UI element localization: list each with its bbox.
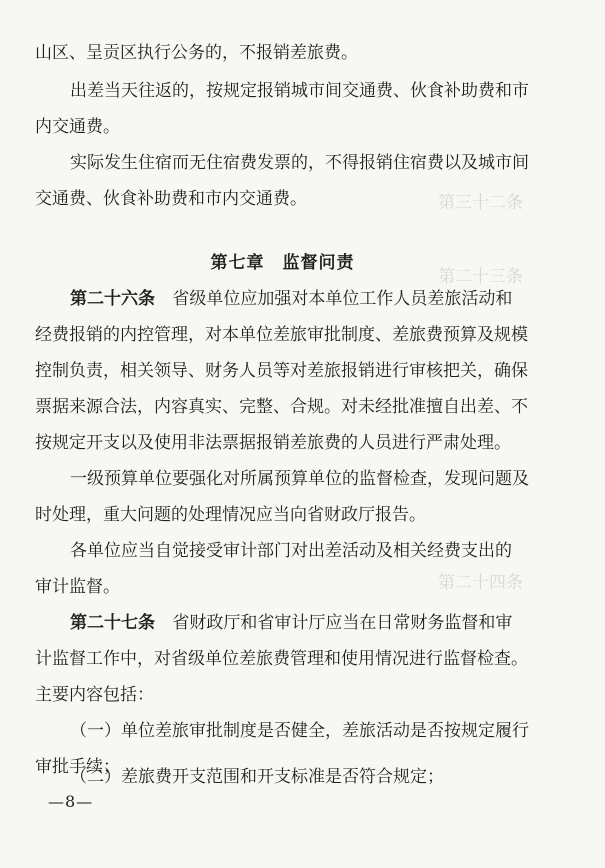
text-line: 省财政厅和省审计厅应当在日常财务监督和审 <box>172 613 513 633</box>
article-27-first-line <box>70 612 512 634</box>
list-item: （二）差旅费开支范围和开支标准是否符合规定； <box>70 767 444 787</box>
bleed-through-text: 第二十三条 <box>438 267 523 287</box>
text-line: 主要内容包括： <box>35 685 154 705</box>
text-line: 经费报销的内控管理，对本单位差旅审批制度、差旅费预算及规模 <box>35 325 528 345</box>
article-26-label: 第二十六条 <box>70 289 155 309</box>
text-line: 控制负责，相关领导、财务人员等对差旅报销进行审核把关，确保 <box>35 361 528 381</box>
list-item: 审批手续； <box>35 757 120 777</box>
page-number: —8— <box>48 792 94 811</box>
text-line: 时处理，重大问题的处理情况应当向省财政厅报告。 <box>35 505 426 525</box>
bleed-through-text: 第二十四条 <box>438 573 523 593</box>
text-line: 内交通费。 <box>35 117 120 137</box>
list-item: （一）单位差旅审批制度是否健全，差旅活动是否按规定履行 <box>70 721 529 741</box>
text-line: 实际发生住宿而无住宿费发票的，不得报销住宿费以及城市间 <box>70 153 529 173</box>
text-line: 各单位应当自觉接受审计部门对出差活动及相关经费支出的 <box>70 541 512 561</box>
text-line: 票据来源合法，内容真实、完整、合规。对未经批准擅自出差、不 <box>35 397 528 417</box>
text-line: 审计监督。 <box>35 577 120 597</box>
chapter-title: 第七章 监督问责 <box>210 253 355 273</box>
text-line: 省级单位应加强对本单位工作人员差旅活动和 <box>172 289 513 309</box>
text-line: 一级预算单位要强化对所属预算单位的监督检查，发现问题及 <box>70 469 529 489</box>
text-line: 山区、呈贡区执行公务的，不报销差旅费。 <box>35 43 358 63</box>
article-26-first-line <box>70 288 512 310</box>
text-line: 交通费、伙食补助费和市内交通费。 <box>35 189 307 209</box>
article-27-label: 第二十七条 <box>70 613 155 633</box>
text-line: 出差当天往返的，按规定报销城市间交通费、伙食补助费和市 <box>70 81 529 101</box>
text-line: 计监督工作中，对省级单位差旅费管理和使用情况进行监督检查。 <box>35 649 528 669</box>
text-line: 按规定开支以及使用非法票据报销差旅费的人员进行严肃处理。 <box>35 433 511 453</box>
bleed-through-text: 第三十二条 <box>438 193 523 213</box>
